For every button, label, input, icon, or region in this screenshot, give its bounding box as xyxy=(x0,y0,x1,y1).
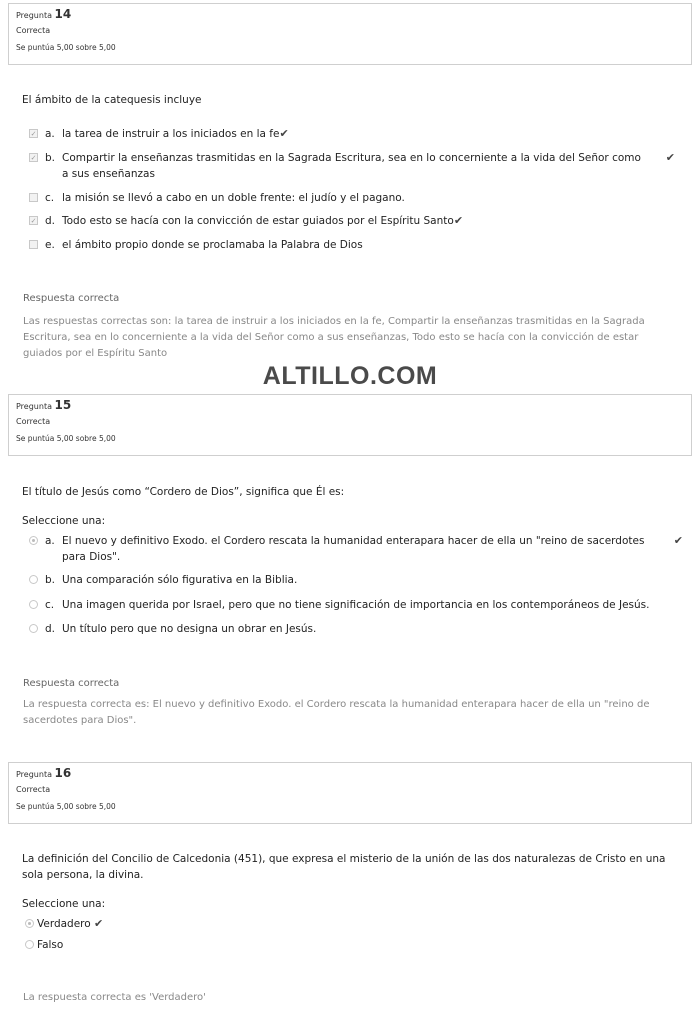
select-prompt: Seleccione una: xyxy=(22,515,106,527)
answer-option-14a[interactable]: ✓ a. la tarea de instruir a los iniciados en la fe✔ xyxy=(30,127,289,140)
question-text-16: La definición del Concilio de Calcedonia (451), que expresa el misterio de la unión de las dos naturalezas de Cristo en una sola persona, la divina. xyxy=(22,853,666,881)
watermark: ALTILLO.COM xyxy=(262,362,438,390)
feedback-text: La respuesta correcta es: El nuevo y definitivo Exodo. el Cordero rescata la humanidad enterapara hacer de ella un "reino de sacerdotes para Dios". xyxy=(23,699,650,726)
feedback-title: Respuesta correcta xyxy=(23,678,120,689)
correct-check-icon: ✔ xyxy=(673,534,683,547)
answer-option-14d[interactable]: ✓ d. Todo esto se hacía con la convicción de estar guiados por el Espíritu Santo✔ xyxy=(30,214,464,227)
question-state: Correcta xyxy=(16,417,51,426)
radio-unselected[interactable] xyxy=(29,600,38,609)
checkbox-unchecked[interactable] xyxy=(29,240,38,249)
question-text-15: El título de Jesús como “Cordero de Dios”, significa que Él es: xyxy=(22,486,345,498)
answer-option-14c[interactable]: c. la misión se llevó a cabo en un doble frente: el judío y el pagano. xyxy=(29,190,679,206)
answer-option-15b[interactable]: b. Una comparación sólo figurativa en la Biblia. xyxy=(29,572,679,588)
question-info-14 xyxy=(8,3,692,65)
question-info-16 xyxy=(8,762,692,824)
answer-option-15a[interactable]: a. El nuevo y definitivo Exodo. el Cordero rescata la humanidad enterapara hacer de ella un "reino de sacerdotes para Dios". ✔ xyxy=(29,533,679,565)
checkbox-unchecked[interactable] xyxy=(29,193,38,202)
question-number: Pregunta 15 xyxy=(16,398,72,412)
radio-selected[interactable] xyxy=(29,536,38,545)
radio-unselected[interactable] xyxy=(25,940,34,949)
correct-check-icon: ✔ xyxy=(665,151,675,164)
question-state: Correcta xyxy=(16,26,51,35)
question-number: Pregunta 16 xyxy=(16,766,72,780)
correct-check-icon: ✔ xyxy=(453,214,464,227)
feedback-text: Las respuestas correctas son: la tarea de instruir a los iniciados en la fe, Compartir la enseñanzas trasmitidas en la Sagrada Escritura, sea en lo concerniente a la vida del Señor como a sus enseñanzas, Todo esto se hacía con la convicción de estar guiados por el Espíritu Santo xyxy=(23,316,645,359)
answer-option-15d[interactable]: d. Un título pero que no designa un obrar en Jesús. xyxy=(29,621,679,637)
checkbox-checked[interactable]: ✓ xyxy=(30,130,37,138)
question-info-15 xyxy=(8,394,692,456)
feedback-title: Respuesta correcta xyxy=(23,293,120,304)
select-prompt: Seleccione una: xyxy=(22,898,106,910)
question-state: Correcta xyxy=(16,785,51,794)
radio-unselected[interactable] xyxy=(29,624,38,633)
correct-check-icon: ✔ xyxy=(279,127,289,140)
checkbox-checked[interactable]: ✓ xyxy=(30,154,37,162)
answer-option-false[interactable]: Falso xyxy=(25,939,63,951)
question-grade: Se puntúa 5,00 sobre 5,00 xyxy=(16,802,116,811)
answer-option-15c[interactable]: c. Una imagen querida por Israel, pero que no tiene significación de importancia en los contemporáneos de Jesús. xyxy=(29,597,679,613)
question-grade: Se puntúa 5,00 sobre 5,00 xyxy=(16,434,116,443)
answer-option-true[interactable]: Verdadero ✔ xyxy=(25,917,103,930)
question-number: Pregunta 14 xyxy=(16,7,72,21)
question-text-14: El ámbito de la catequesis incluye xyxy=(22,94,202,106)
feedback-text: La respuesta correcta es 'Verdadero' xyxy=(23,992,206,1003)
question-grade: Se puntúa 5,00 sobre 5,00 xyxy=(16,43,116,52)
radio-selected[interactable] xyxy=(25,919,34,928)
correct-check-icon: ✔ xyxy=(94,917,104,930)
answer-option-14b[interactable]: ✓ b. Compartir la enseñanzas trasmitidas en la Sagrada Escritura, sea en lo concerniente a la vida del Señor como a sus enseñanzas ✔ xyxy=(30,151,675,180)
answer-option-14e[interactable]: e. el ámbito propio donde se proclamaba la Palabra de Dios xyxy=(29,237,679,253)
radio-unselected[interactable] xyxy=(29,575,38,584)
checkbox-checked[interactable]: ✓ xyxy=(30,217,37,225)
